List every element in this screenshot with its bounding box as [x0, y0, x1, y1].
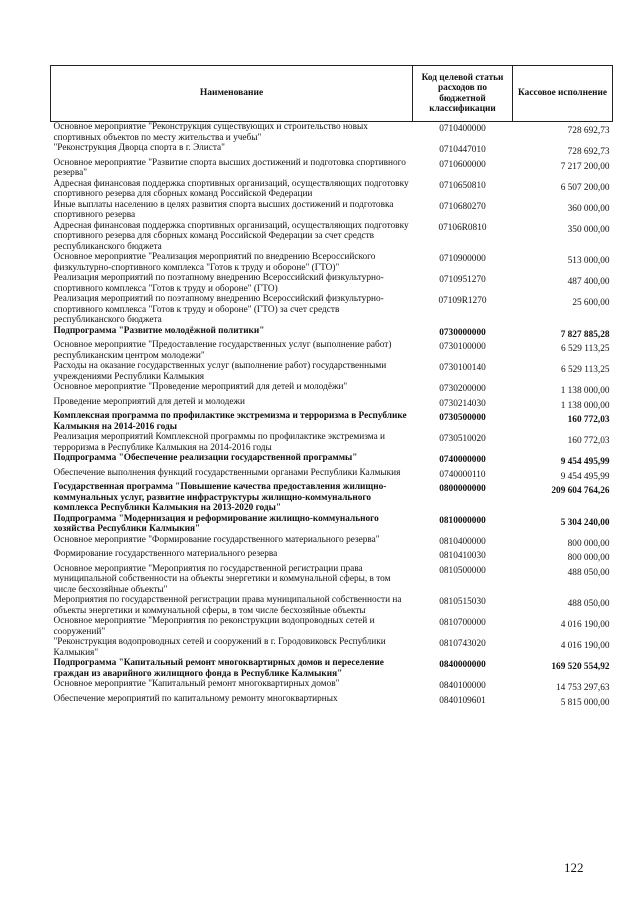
row-code: 0730200000 [439, 384, 486, 394]
table-row [51, 397, 613, 412]
table-row [51, 694, 613, 709]
row-name: Мероприятия по государственной регистрации права муниципальной собственности на объекты энергетики и коммунальной сферы, в том числе бесхозяйные объекты [53, 595, 402, 616]
row-code: 0810700000 [439, 618, 486, 628]
row-name: Проведение мероприятий для детей и молодежи [53, 396, 245, 407]
row-code: 0730500000 [439, 413, 486, 423]
row-name: Основное мероприятие "Проведение мероприятий для детей и молодёжи" [53, 382, 348, 392]
table-row [51, 468, 613, 483]
row-name: Расходы на оказание государственных услуг (выполнение работ) государственными учреждениями Республики Калмыкия [53, 361, 387, 382]
row-amount: 513 000,00 [567, 256, 610, 266]
table-row [51, 252, 613, 273]
row-name: Иные выплаты населению в целях развития спорта высших достижений и подготовка спортивного резерва [53, 199, 394, 220]
row-amount: 1 138 000,00 [560, 400, 610, 411]
row-name: Основное мероприятие "Развитие спорта высших достижений и подготовка спортивного резерва" [53, 157, 406, 178]
row-code: 0730510020 [439, 434, 486, 444]
row-code: 07109R1270 [438, 296, 487, 306]
row-code: 0840100000 [439, 681, 486, 691]
row-name: Обеспечение мероприятий по капитальному ремонту многоквартирных [53, 693, 338, 704]
row-name: Подпрограмма "Обеспечение реализации государственной программы" [53, 453, 358, 463]
row-name: Основное мероприятие "Мероприятия по государственной регистрации права муниципальной собственности на объекты энергетики и коммунальной сферы, в том числе бесхозяйные объекты" [53, 563, 391, 595]
table-row [51, 294, 613, 326]
row-code: 0710650810 [439, 180, 486, 191]
row-name: Подпрограмма "Капитальный ремонт многоквартирных домов и переселение граждан из аварийного жилищного фонда в Республике Калмыкия" [53, 658, 384, 679]
row-name: Подпрограмма "Модернизация и реформирование жилищно-коммунального хозяйства Республики Калмыкия" [53, 513, 379, 534]
row-amount: 728 692,73 [567, 126, 610, 136]
row-code: 0710951270 [439, 275, 486, 285]
table-row [51, 361, 613, 382]
table-row [51, 200, 613, 221]
table-row [51, 658, 613, 679]
row-amount: 800 000,00 [567, 538, 610, 549]
table-row [51, 595, 613, 616]
row-code: 0810400000 [439, 536, 486, 547]
row-amount: 9 454 495,99 [560, 457, 610, 467]
row-name: "Реконструкция Дворца спорта в г. Элиста" [53, 143, 225, 153]
page-number: 122 [564, 860, 584, 875]
table-row [51, 616, 613, 637]
row-amount: 728 692,73 [567, 147, 610, 157]
row-amount: 488 050,00 [567, 599, 610, 609]
row-code: 0810515030 [439, 597, 486, 607]
table-row [51, 221, 613, 253]
row-code: 0710447010 [439, 145, 486, 155]
row-name: Адресная финансовая поддержка спортивных организаций, осуществляющих подготовку спортивного резерва для сборных команд Российской Федерации за счет средств республиканского бюджета [53, 220, 409, 252]
row-amount: 5 815 000,00 [560, 697, 610, 708]
row-amount: 7 827 885,28 [560, 329, 610, 340]
table-row [51, 143, 613, 158]
row-code: 0730100140 [439, 363, 486, 373]
row-code: 0710900000 [439, 254, 486, 264]
budget-table [50, 65, 613, 708]
row-name: Реализация мероприятий Комплексной программы по профилактике экстремизма и терроризма в Республике Калмыкия на 2014-2016 годы [53, 432, 385, 453]
row-code: 0740000000 [439, 455, 486, 465]
row-code: 0810743020 [439, 639, 486, 649]
table-row [51, 382, 613, 397]
table-row [51, 122, 613, 144]
table-row [51, 535, 613, 550]
row-name: Формирование государственного материального резерва [53, 549, 278, 559]
row-code: 0800000000 [439, 484, 486, 494]
row-amount: 360 000,00 [567, 203, 610, 214]
table-row [51, 326, 613, 341]
row-name: Основное мероприятие "Капитальный ремонт многоквартирных домов" [53, 679, 340, 689]
row-amount: 4 016 190,00 [560, 620, 610, 630]
row-amount: 6 529 113,25 [561, 365, 610, 375]
row-code: 0730214030 [439, 398, 486, 409]
table-row [51, 179, 613, 200]
row-amount: 25 600,00 [572, 298, 610, 308]
row-name: Государственная программа "Повышение качества предоставления жилищно-коммунальных услуг, развитие инфраструктуры жилищно-коммунального комплекса Республики Калмыкия на 2013-2020 годы" [53, 482, 387, 513]
table-row [51, 514, 613, 535]
row-code: 0810500000 [439, 565, 486, 576]
row-name: Основное мероприятие "Реализация мероприятий по внедрению Всероссийского физкультурно-спортивного комплекса "Готов к труду и обороне" (ГТО)" [53, 252, 376, 273]
table-row [51, 411, 613, 432]
row-code: 07106R0810 [438, 222, 487, 233]
row-amount: 488 050,00 [567, 567, 610, 578]
row-name: "Реконструкция водопроводных сетей и сооружений в г. Городовиковск Республики Калмыкия" [53, 637, 386, 658]
header-code: Код целевой статьи расходов по бюджетной классификации [413, 66, 513, 122]
row-name: Обеспечение выполнения функций государственными органами Республики Калмыкия [53, 467, 401, 478]
row-code: 0730100000 [439, 342, 486, 352]
table-row [51, 273, 613, 294]
row-code: 0840109601 [439, 695, 486, 706]
row-code: 0730000000 [439, 327, 486, 338]
table-row [51, 564, 613, 596]
table-row [51, 340, 613, 361]
row-name: Основное мероприятие "Мероприятия по реконструкции водопроводных сетей и сооружений" [53, 616, 375, 637]
row-amount: 800 000,00 [567, 553, 610, 563]
row-amount: 350 000,00 [567, 224, 610, 235]
table-row [51, 679, 613, 694]
row-amount: 6 529 113,25 [561, 344, 610, 354]
table-row [51, 158, 613, 179]
table-row [51, 482, 613, 514]
row-code: 0710400000 [439, 124, 486, 134]
row-code: 0840000000 [439, 660, 486, 670]
row-code: 0810000000 [439, 515, 486, 526]
row-name: Основное мероприятие "Предоставление государственных услуг (выполнение работ) республиканским центром молодежи" [53, 340, 392, 361]
row-amount: 160 772,03 [567, 415, 610, 425]
table-row [51, 549, 613, 564]
header-amount: Кассовое исполнение [513, 66, 613, 122]
row-amount: 7 217 200,00 [560, 161, 610, 172]
row-amount: 169 520 554,92 [551, 662, 610, 672]
table-row [51, 637, 613, 658]
row-name: Основное мероприятие "Формирование государственного материального резерва" [53, 534, 380, 545]
row-name: Реализация мероприятий по поэтапному внедрению Всероссийский физкультурно-спортивного комплекса "Готов к труду и обороне" (ГТО) [53, 273, 384, 294]
row-amount: 4 016 190,00 [560, 641, 610, 651]
row-code: 0710600000 [439, 159, 486, 170]
table-header-row [51, 66, 613, 122]
header-name: Наименование [51, 66, 413, 122]
row-amount: 6 507 200,00 [560, 182, 610, 193]
row-name: Основное мероприятие "Реконструкция существующих и строительство новых спортивных объектов по месту жительства и учебы" [53, 122, 368, 143]
row-amount: 209 604 764,26 [551, 486, 610, 496]
row-amount: 487 400,00 [567, 277, 610, 287]
table-row [51, 432, 613, 453]
row-name: Адресная финансовая поддержка спортивных организаций, осуществляющих подготовку спортивного резерва для сборных команд Российской Федерации [53, 178, 409, 199]
row-code: 0810410030 [439, 551, 486, 561]
table-row [51, 453, 613, 468]
row-name: Комплексная программа по профилактике экстремизма и терроризма в Республике Калмыкия на 2014-2016 годы [53, 411, 407, 432]
row-name: Реализация мероприятий по поэтапному внедрению Всероссийский физкультурно-спортивного комплекса "Готов к труду и обороне" (ГТО) за счет средств республиканского бюджета [53, 294, 384, 325]
row-amount: 1 138 000,00 [560, 386, 610, 396]
row-amount: 9 454 495,99 [560, 471, 610, 482]
row-amount: 5 304 240,00 [560, 517, 610, 528]
row-amount: 14 753 297,63 [556, 683, 610, 693]
row-amount: 160 772,03 [567, 436, 610, 446]
row-code: 0710680270 [439, 201, 486, 212]
row-code: 0740000110 [439, 469, 486, 480]
row-name: Подпрограмма "Развитие молодёжной политики" [53, 325, 265, 336]
